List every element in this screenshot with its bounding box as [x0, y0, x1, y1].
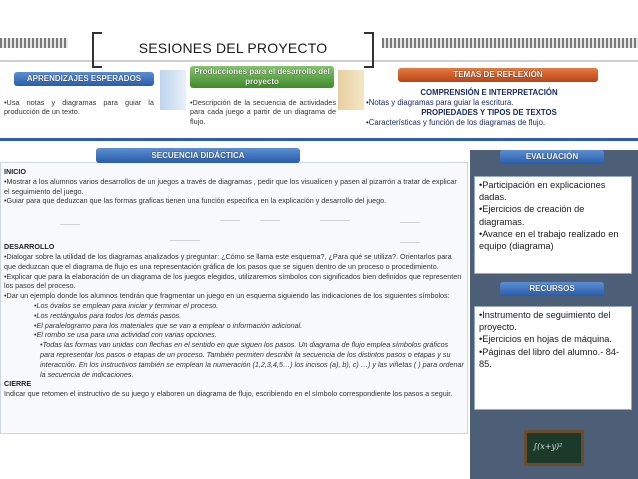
decorative-stripe-right [382, 38, 638, 48]
secuencia-text [4, 167, 464, 399]
evaluacion-card [474, 176, 632, 274]
desarrollo-item: •Dialogar sobre la utilidad de los diagramas analizados y preguntar: ¿Cómo se llama este esquema?, ¿Para qué se utiliza?. Orientarlos para que deduzcan que el diagrama de flujo es una representación gráfica de los pasos que se siguen dentro de un proceso o procedimiento. [4, 251, 452, 271]
chalkboard-image [524, 430, 584, 466]
desarrollo-item: •Explicar que para la elaboración de un diagrama de los juegos elegidos, utilizaremos símbolos con significados bien definidos que representen los pasos del proceso. [4, 271, 462, 291]
simbolo-item: •El paralelogramo para los materiales que se van a emplear o información adicional. [34, 320, 303, 330]
temas-text [366, 88, 612, 128]
evaluacion-item: •Participación en explicaciones dadas. [479, 180, 606, 203]
aprendizajes-text: •Usa notas y diagramas para guiar la producción de un texto. [4, 98, 154, 117]
inicio-item: •Mostrar a los alumnos varios desarrollos de un juegos a través de diagramas , pedir que los visualicen y pasen al pizarrón a tratar de explicar el seguimiento del juego. [4, 176, 457, 196]
recursos-header: RECURSOS [500, 282, 604, 296]
producciones-header: Producciones para el desarrollo del proyecto [190, 66, 334, 88]
temas-item: •Características y función de los diagramas de flujo. [366, 118, 546, 127]
cierre-title: CIERRE [4, 379, 32, 389]
simbolo-item: •Los rectángulos para todos los demás pasos. [34, 310, 182, 320]
temas-heading: COMPRENSIÓN E INTERPRETACIÓN [420, 88, 558, 97]
evaluacion-item: •Avance en el trabajo realizado en equipo (diagrama) [479, 228, 619, 252]
chalkboard-formula: ∫(x+y)² [533, 442, 563, 451]
spacer [4, 206, 464, 242]
decorative-stripe-left [0, 38, 68, 48]
page-title: SESIONES DEL PROYECTO [138, 40, 328, 56]
desarrollo-title: DESARROLLO [4, 242, 55, 252]
recursos-item: •Ejercicios en hojas de máquina. [479, 334, 612, 345]
connector-arrow [160, 70, 186, 110]
recursos-item: •Páginas del libro del alumno.- 84-85. [479, 346, 620, 369]
secuencia-header: SECUENCIA DIDÁCTICA [96, 148, 300, 163]
simbolo-item: •El rombo se usa para una actividad con varias opciones. [34, 330, 217, 340]
evaluacion-header: EVALUACIÓN [500, 150, 604, 164]
temas-item: •Notas y diagramas para guiar la escritura. [366, 98, 514, 107]
section-divider [0, 138, 638, 141]
inicio-title: INICIO [4, 167, 26, 176]
recursos-item: •Instrumento de seguimiento del proyecto. [479, 310, 611, 333]
cierre-item: Indicar que retomen el instructivo de su juego y elaboren un diagrama de flujo, escribiendo en el símbolo correspondiente los pasos a seguir. [4, 389, 453, 399]
aprendizajes-header: APRENDIZAJES ESPERADOS [14, 72, 154, 86]
evaluacion-item: •Ejercicios de creación de diagramas. [479, 204, 585, 227]
title-bracket-right [364, 32, 374, 68]
connector-arrow [338, 70, 364, 110]
temas-header: TEMAS DE REFLEXIÓN [398, 68, 598, 82]
temas-heading: PROPIEDADES Y TIPOS DE TEXTOS [421, 108, 557, 117]
simbolo-item: •Los óvalos se emplean para iniciar y terminar el proceso. [34, 300, 219, 310]
producciones-text: •Descripción de la secuencia de actividades para cada juego a partir de un diagrama de flujo. [190, 98, 336, 126]
title-bracket-left [92, 32, 102, 68]
inicio-item: •Guiar para que deduzcan que las formas graficas tienen una función especifica en la explicación y desarrollo del juego. [4, 196, 387, 206]
flechas-item: •Todas las formas van unidas con flechas en el sentido en que siguen los pasos. Un diagrama de flujo emplea símbolos gráficos para representar los pasos o etapas de un proceso. También permiten describir la secuencia de los distintos pasos o etapas y su interacción. En los instructivos también se emplean la numeración (1,2,3,4,5…) los incisos (a), b), c) …) y las viñetas ( ) para ordenar la secuencia de indicaciones. [40, 340, 464, 379]
desarrollo-item: •Dar un ejemplo donde los alumnos tendrán que fragmentar un juego en un esquema siguiendo las indicaciones de los siguientes símbolos: [4, 291, 450, 301]
recursos-card [474, 306, 632, 410]
